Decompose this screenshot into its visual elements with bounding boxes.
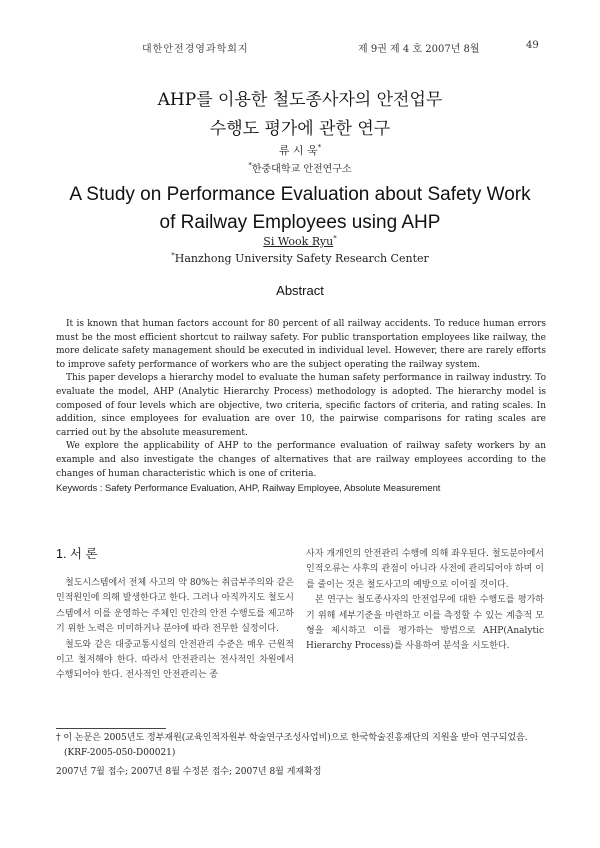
footnote [56, 728, 546, 780]
running-header [0, 40, 600, 56]
abstract-paragraph: It is known that human factors account for 80 percent of all railway accidents. To reduce human errors must be the most efficient shortcut to railway safety. For public transportation employees like railway, the more delicate safety management should be executed in individual level. However, there are rarely efforts to improve safety performance of workers who are the subject operating the railway system. [56, 319, 546, 370]
footnote-body [56, 731, 546, 761]
english-title-line-1: A Study on Performance Evaluation about Safety Work [69, 184, 531, 205]
page-number: 49 [526, 40, 539, 51]
journal-name: 대한안전경영과학회지 [142, 44, 249, 55]
korean-title [0, 86, 600, 144]
abstract-paragraph: We explore the applicability of AHP to the performance evaluation of railway safety workers by an example and also investigate the changes of alternatives that are railway employees according to the changes of human characteristic which is one of criteria. [56, 441, 546, 479]
korean-author-mark: * [317, 143, 322, 152]
korean-author-name: 류 시 욱 [278, 144, 318, 157]
english-title [0, 181, 600, 237]
footnote-text: 이 논문은 2005년도 정부재원(교육인적자원부 학술연구조성사업비)으로 한국학술진흥재단의 지원을 받아 연구되었음. (KRF-2005-050-D00021) [60, 733, 528, 758]
submission-dates: 2007년 7월 접수; 2007년 8월 수정본 접수; 2007년 8월 게재확정 [56, 767, 322, 777]
english-author-mark: * [333, 234, 337, 243]
footnote-rule [56, 728, 166, 729]
body-paragraph: 사자 개개인의 안전관리 수행에 의해 좌우된다. 철도분야에서 인적오류는 사후의 관점이 아니라 사전에 관리되어야 하며 이를 줄이는 것은 철도사고의 예방으로 이어질 것이다. [306, 549, 544, 590]
abstract-body [56, 318, 546, 495]
footnote-mark: † [56, 733, 61, 743]
section-heading-introduction: 1. 서 론 [56, 547, 98, 561]
english-affiliation [0, 252, 600, 265]
keywords: Keywords : Safety Performance Evaluation, AHP, Railway Employee, Absolute Measurement [56, 482, 441, 494]
abstract-paragraph: This paper develops a hierarchy model to evaluate the human safety performance in railway industry. To evaluate the model, AHP (Analytic Hierarchy Process) methodology is adopted. The hierarchy model is composed of four levels which are objective, two criteria, specific factors of criteria, and rating scales. In addition, since employees for evaluation are over 10, the pairwise comparisons for rating scales are carried out by the absolute measurement. [56, 373, 546, 438]
korean-affiliation [0, 160, 600, 175]
english-author [0, 235, 600, 248]
korean-affiliation-text: 한중대학교 안전연구소 [251, 164, 352, 175]
english-affiliation-mark: * [171, 251, 175, 260]
english-affiliation-text: Hanzhong University Safety Research Center [174, 252, 429, 265]
korean-author [0, 142, 600, 158]
korean-title-line-2: 수행도 평가에 관한 연구 [209, 119, 391, 139]
english-title-line-2: of Railway Employees using AHP [159, 212, 441, 233]
body-paragraph: 철도와 같은 대중교통시설의 안전관리 수준은 매우 근원적이고 철저해야 한다. 따라서 안전관리는 전사적인 차원에서 수행되어야 한다. 전사적인 안전관리는 종 [56, 639, 294, 681]
body-paragraph: 철도시스템에서 전체 사고의 약 80%는 취급부주의와 같은 인적원인에 의해 발생한다고 한다. 그러나 아직까지도 철도시스템에서 이를 운영하는 주체인 인간의 안전 수행도를 제고하기 위한 노력은 미미하거나 분야에 따라 전무한 실정이다. [56, 578, 294, 635]
right-column [306, 547, 544, 655]
body-paragraph: 본 연구는 철도종사자의 안전업무에 대한 수행도를 평가하기 위해 세부기준을 마련하고 이를 측정할 수 있는 계층적 모형을 제시하고 이를 평가하는 방법으로 AHP(Analytic Hierarchy Process)를 사용하여 분석을 시도한다. [306, 595, 544, 652]
english-author-name: Si Wook Ryu [263, 235, 334, 248]
abstract-heading: Abstract [276, 283, 324, 298]
korean-title-line-1: AHP를 이용한 철도종사자의 안전업무 [157, 90, 443, 110]
korean-affiliation-mark: * [248, 161, 252, 170]
issue-info: 제 9권 제 4 호 2007년 8월 [358, 44, 480, 55]
left-column [56, 546, 294, 684]
